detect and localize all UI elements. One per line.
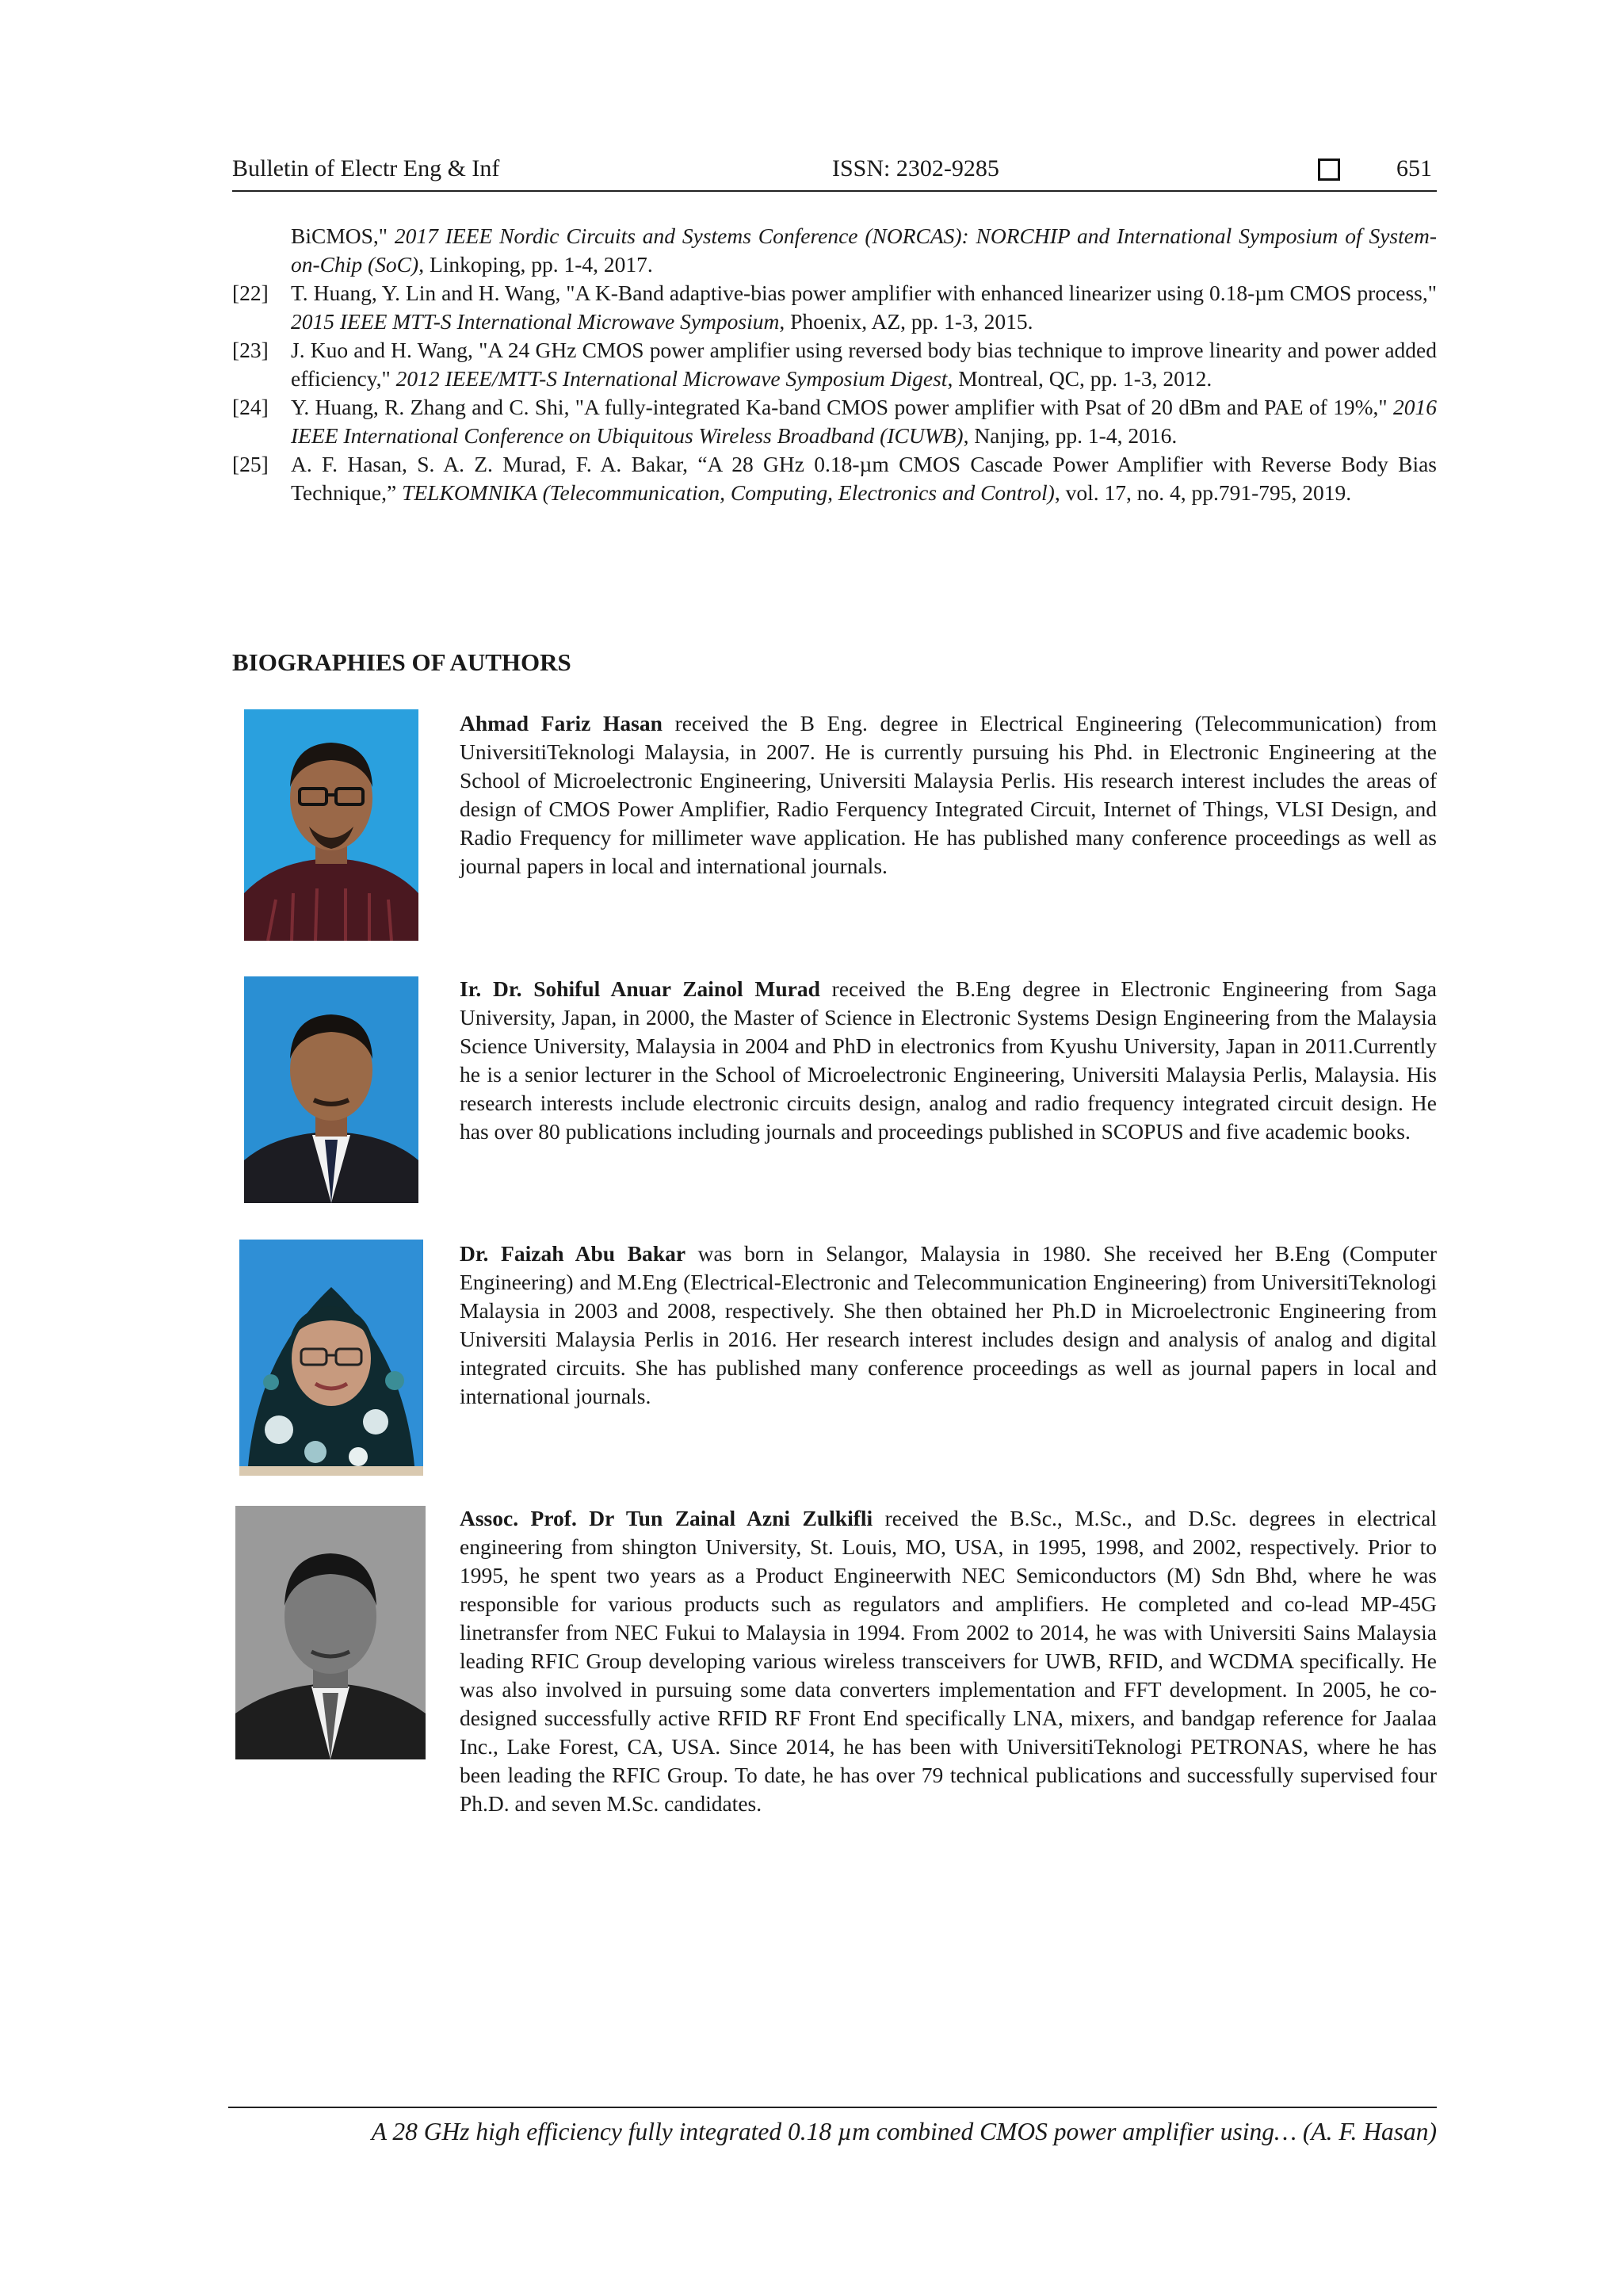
reference-venue: 2015 IEEE MTT-S International Microwave Symposium [291,309,780,334]
author-photo [235,1506,426,1759]
author-photo [244,709,418,941]
reference-venue: 2012 IEEE/MTT-S International Microwave Symposium Digest [395,366,948,391]
author-bio [460,1504,1437,1818]
reference-item [232,336,1437,393]
reference-number: [22] [232,281,269,305]
author-name: Ir. Dr. Sohiful Anuar Zainol Murad [460,976,820,1001]
reference-text: T. Huang, Y. Lin and H. Wang, "A K-Band adaptive-bias power amplifier with enhanced linearizer using 0.18-µm CMOS process," [291,281,1437,305]
author-bio-text: received the B Eng. degree in Electrical Engineering (Telecommunication) from UniversitiTeknologi Malaysia, in 2007. He is currently pursuing his Phd. in Electronic Engineering at the School of Microelectronic Engineering, Universiti Malaysia Perlis. His research interest includes the areas of design of CMOS Power Amplifier, Radio Ferquency Integrated Circuit, Internet of Things, VLSI Design, and Radio Frequency for millimeter wave application. He has published many conference proceedings as well as journal papers in local and international journals. [460,711,1437,878]
reference-venue: TELKOMNIKA (Telecommunication, Computing, Electronics and Control) [402,480,1055,505]
reference-number: [23] [232,338,269,362]
author-bio [460,1240,1437,1411]
reference-details: , Linkoping, pp. 1-4, 2017. [418,252,653,277]
reference-venue: 2016 IEEE International Conference on Ubiquitous Wireless Broadband (ICUWB) [291,395,1437,448]
reference-item [232,279,1437,336]
author-bio-text: received the B.Sc., M.Sc., and D.Sc. degrees in electrical engineering from shington University, St. Louis, MO, USA, in 1995, 1998, and 2002, respectively. Prior to 1995, he spent two years as a Product Engineerwith NEC Semiconductors (M) Sdn Bhd, where he was responsible for various products such as regulators and amplifiers. He completed and co-lead MP-45G linetransfer from NEC Fukui to Malaysia in 1994. From 2002 to 2014, he was with Universiti Sains Malaysia leading RFIC Group developing various wireless transceivers for UWB, RFID, and WCDMA specifically. He was also involved in pursuing some data converters implementation and FFT development. In 2005, he co-designed successfully active RFID RF Front End specifically LNA, mixers, and bandgap reference for Jaalaa Inc., Lake Forest, CA, USA. Since 2014, he has been with UniversitiTeknologi PETRONAS, where he has been leading the RFIC Group. To date, he has over 79 technical publications and successfully supervised four Ph.D. and seven M.Sc. candidates. [460,1506,1437,1816]
reference-number: [25] [232,452,269,476]
author-bio-text: received the B.Eng degree in Electronic Engineering from Saga University, Japan, in 2000, the Master of Science in Electronic Systems Design Engineering from the Malaysia Science University, Malaysia in 2004 and PhD in electronics from Kyushu University, Japan in 2011.Currently he is a senior lecturer in the School of Microelectronic Engineering, Universiti Malaysia Perlis, Malaysia. His research interests include electronic circuits design, analog and radio frequency integrated circuit design. He has over 80 publications including journals and proceedings published in SCOPUS and five academic books. [460,976,1437,1144]
reference-list [232,222,1437,507]
reference-text: Y. Huang, R. Zhang and C. Shi, "A fully-integrated Ka-band CMOS power amplifier with Psat of 20 dBm and PAE of 19%," [291,395,1393,419]
author-name: Ahmad Fariz Hasan [460,711,663,735]
reference-details: , Nanjing, pp. 1-4, 2016. [963,423,1178,448]
author-photo [244,976,418,1203]
running-header [232,155,1437,192]
reference-text: A. F. Hasan, S. A. Z. Murad, F. A. Bakar, “A 28 GHz 0.18-µm CMOS Cascade Power Amplifier with Reverse Body Bias Technique,” [291,452,1437,505]
journal-name: Bulletin of Electr Eng & Inf [232,155,500,181]
issn: ISSN: 2302-9285 [832,155,999,181]
reference-details: , vol. 17, no. 4, pp.791-795, 2019. [1054,480,1352,505]
page-number: 651 [1396,155,1432,181]
running-footer: A 28 GHz high efficiency fully integrated 0.18 µm combined CMOS power amplifier using… (A. F. Hasan) [228,2107,1437,2146]
biographies-heading: BIOGRAPHIES OF AUTHORS [232,648,571,676]
reference-details: , Phoenix, AZ, pp. 1-3, 2015. [779,309,1033,334]
reference-text: J. Kuo and H. Wang, "A 24 GHz CMOS power amplifier using reversed body bias technique to improve linearity and power added efficiency," [291,338,1437,391]
author-photo [239,1240,423,1476]
reference-number: [24] [232,395,269,419]
author-bio [460,709,1437,881]
reference-item [232,450,1437,507]
square-box-icon [1318,159,1340,181]
reference-venue: 2017 IEEE Nordic Circuits and Systems Conference (NORCAS): NORCHIP and International Symposium of System-on-Chip (SoC) [291,223,1437,277]
reference-text: BiCMOS," [291,223,395,248]
reference-details: , Montreal, QC, pp. 1-3, 2012. [947,366,1212,391]
author-name: Dr. Faizah Abu Bakar [460,1241,686,1266]
author-bio-text: was born in Selangor, Malaysia in 1980. She received her B.Eng (Computer Engineering) and M.Eng (Electrical-Electronic and Telecommunication Engineering) from UniversitiTeknologi Malaysia in 2003 and 2008, respectively. She then obtained her Ph.D in Microelectronic Engineering from Universiti Malaysia Perlis in 2016. Her research interest includes design and analysis of analog and digital integrated circuits. She has published many conference proceedings as well as journal papers in local and international journals. [460,1241,1437,1408]
reference-item [232,222,1437,279]
author-bio [460,975,1437,1146]
author-name: Assoc. Prof. Dr Tun Zainal Azni Zulkifli [460,1506,873,1530]
reference-item [232,393,1437,450]
